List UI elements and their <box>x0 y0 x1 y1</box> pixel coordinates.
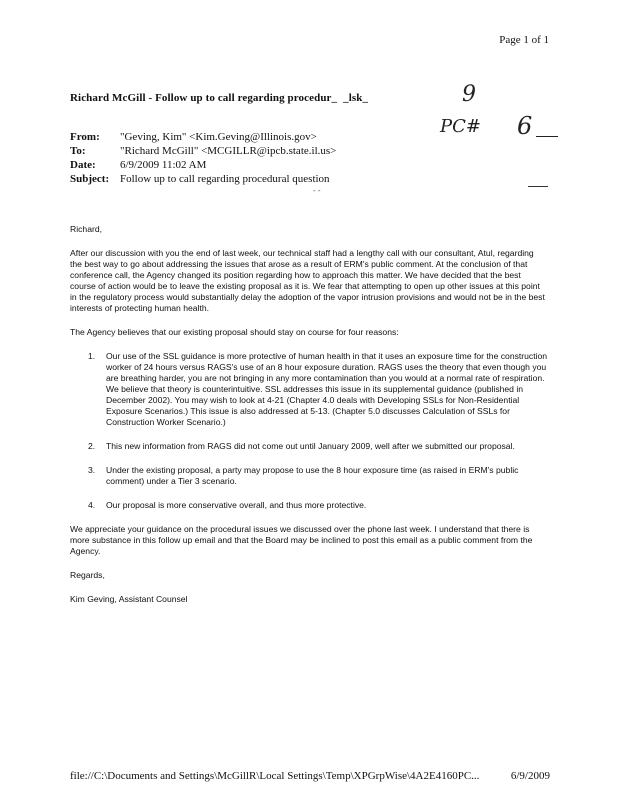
list-item <box>70 500 548 511</box>
paragraph-3: We appreciate your guidance on the procedural issues we discussed over the phone last week. I understand that there is more substance in this follow up email and that the Board may be inclined to post this email as a public comment from the Agency. <box>70 524 533 556</box>
list-text: This new information from RAGS did not come out until January 2009, well after we submitted our proposal. <box>106 441 515 451</box>
from-label: From: <box>70 131 100 143</box>
list-number: 1. <box>88 351 96 361</box>
to-value: "Richard McGill" <MCGILLR@ipcb.state.il.us> <box>120 145 337 157</box>
email-body <box>70 224 548 618</box>
title-smudge: _lsk_ <box>343 92 369 104</box>
list-item <box>70 465 548 487</box>
footer-date: 6/9/2009 <box>510 770 550 782</box>
list-number: 4. <box>88 500 96 510</box>
print-footer <box>70 770 550 782</box>
greeting: Richard, <box>70 224 102 234</box>
footer-path: file://C:\Documents and Settings\McGillR\Local Settings\Temp\XPGrpWise\4A2E4160PC... <box>70 770 480 782</box>
list-item <box>70 441 548 452</box>
stray-mark <box>528 186 548 187</box>
list-number: 3. <box>88 465 96 475</box>
stray-dashes: - - <box>313 186 321 195</box>
signature: Kim Geving, Assistant Counsel <box>70 594 188 604</box>
page-number: Page 1 of 1 <box>499 34 549 46</box>
from-value: "Geving, Kim" <Kim.Geving@Illinois.gov> <box>120 131 317 143</box>
list-text: Our use of the SSL guidance is more protective of human health in that it uses an exposure time for the construction worker of 24 hours versus RAGS's use of an 8 hour exposure duration. RAGS uses the theory that even though you are breathing harder, you are not bringing in any more contamination than you would at a normal rate of respiration. We believe that theory is counterintuitive. SSL addresses this issue in its supplemental guidance (published in December 2002). You may wish to look at 4-21 (Chapter 4.0 deals with Developing SSLs for Non-Residential Exposure Scenarios.) This issue is also addressed at 5-13. (Chapter 5.0 discusses Calculation of SSLs for Construction Worker Scenario.) <box>106 351 548 427</box>
handwritten-number: 6 <box>517 112 533 140</box>
to-row <box>70 144 336 158</box>
date-label: Date: <box>70 159 96 171</box>
list-number: 2. <box>88 441 96 451</box>
paragraph-1: After our discussion with you the end of last week, our technical staff had a lengthy call with our consultant, Atul, regarding the best way to go about addressing the issues that arose as a result of ERM's public comment. At the conclusion of that conference call, the Agency changed its position regarding how to approach this matter. We have decided that the best course of action would be to leave the existing proposal as it is. We fear that attempting to open up other issues at this point in the regulatory process would substantially delay the adoption of the vapor intrusion provisions and would not be in the best interests of protecting human health. <box>70 248 545 313</box>
email-header <box>70 130 336 186</box>
handwritten-pc-mark: PC# <box>440 116 481 137</box>
from-row <box>70 130 336 144</box>
list-text: Our proposal is more conservative overall, and thus more protective. <box>106 500 367 510</box>
handwritten-underline <box>536 136 558 137</box>
list-text: Under the existing proposal, a party may propose to use the 8 hour exposure time (as raised in ERM's public comment) under a Tier 3 scenario. <box>106 465 519 486</box>
email-title <box>70 92 368 104</box>
to-label: To: <box>70 145 86 157</box>
subject-value: Follow up to call regarding procedural question <box>120 173 330 185</box>
paragraph-2: The Agency believes that our existing proposal should stay on course for four reasons: <box>70 327 399 337</box>
subject-label: Subject: <box>70 173 110 185</box>
handwritten-mark: 9 <box>462 82 476 107</box>
reasons-list <box>70 351 548 511</box>
email-title-text: Richard McGill - Follow up to call regarding procedur_ <box>70 92 338 104</box>
date-value: 6/9/2009 11:02 AM <box>120 159 207 171</box>
list-item <box>70 351 548 428</box>
date-row <box>70 158 336 172</box>
subject-row <box>70 172 336 186</box>
closing: Regards, <box>70 570 105 580</box>
